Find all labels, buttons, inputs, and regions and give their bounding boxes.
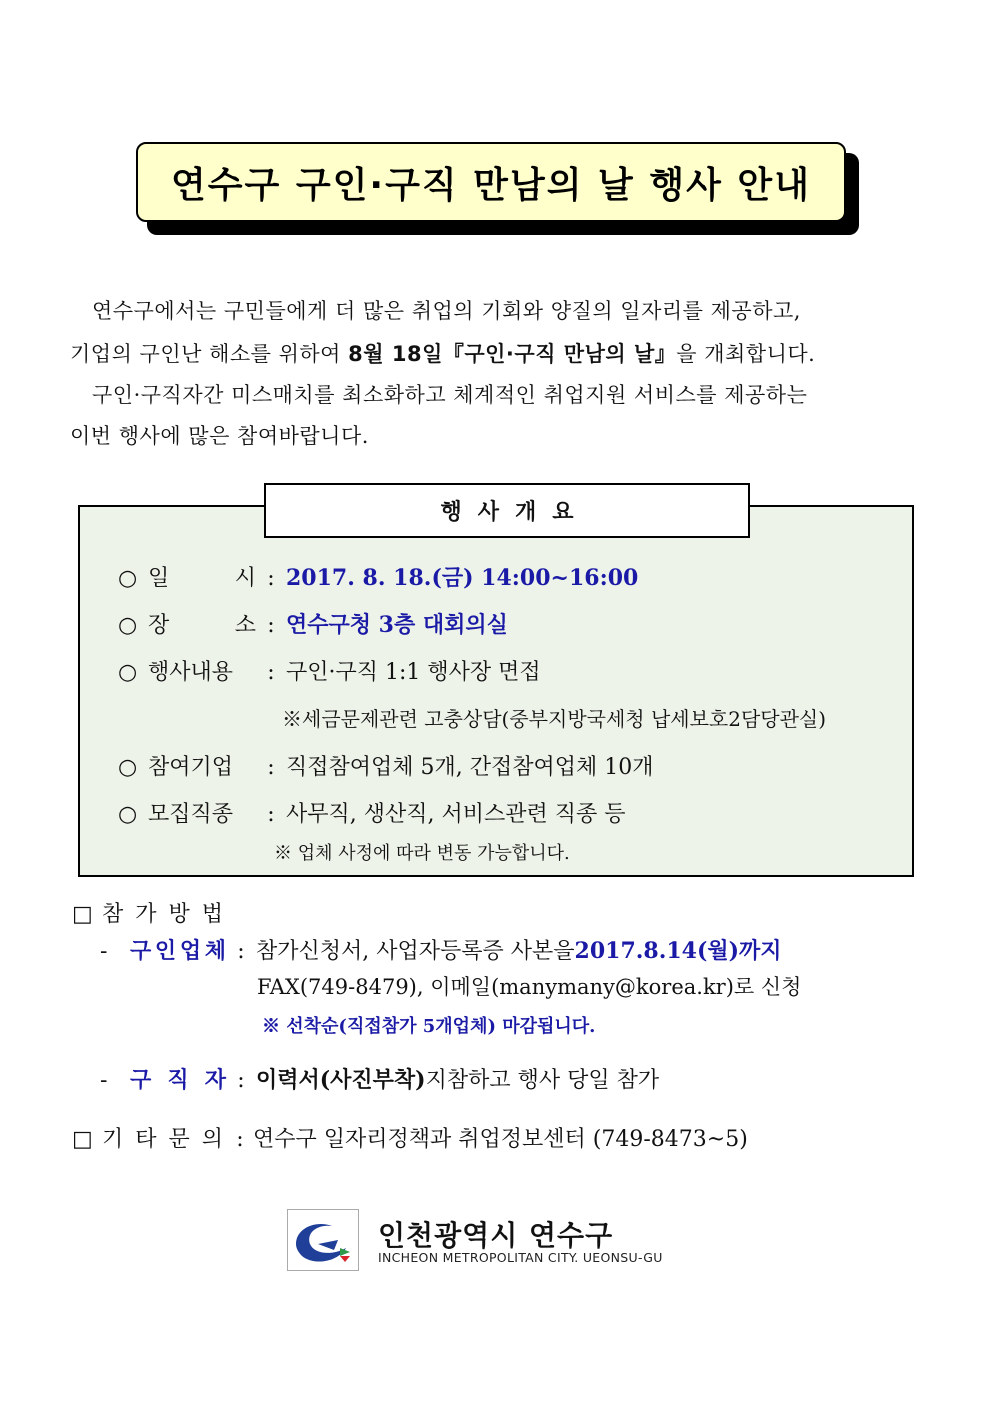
inquiry-heading: 기타문의	[102, 1127, 236, 1152]
overview-row-content	[118, 655, 541, 686]
city-emblem-icon	[287, 1209, 359, 1271]
intro-line-3: 구인·구직자간 미스매치를 최소화하고 체계적인 취업지원 서비스를 제공하는	[92, 383, 808, 407]
overview-row-companies	[118, 750, 654, 781]
jobs-note: ※ 업체 사정에 따라 변동 가능합니다.	[274, 843, 570, 864]
jobs-label: 모집직종	[148, 802, 234, 827]
content-label: 행사내용	[148, 660, 234, 685]
bullet: ○	[118, 660, 138, 685]
participation-heading: 참가방법	[102, 902, 236, 927]
seeker-required: 이력서(사진부착)	[256, 1067, 426, 1093]
employer-label: 구 인 업 체	[130, 938, 226, 964]
colon: :	[267, 566, 275, 591]
dash-mark: -	[100, 1068, 108, 1093]
page-title: 연수구 구인·구직 만남의 날 행사 안내	[171, 164, 811, 206]
companies-value: 직접참여업체 5개, 간접참여업체 10개	[286, 755, 654, 780]
overview-row-jobs	[118, 797, 626, 828]
date-label: 일 시	[148, 566, 256, 591]
bullet: ○	[118, 755, 138, 780]
intro-line-2-post: 을 개최합니다.	[676, 342, 816, 366]
checkbox-square-icon: □	[72, 1127, 93, 1152]
companies-label: 참여기업	[148, 755, 234, 780]
colon: :	[267, 660, 275, 685]
intro-line-2	[70, 338, 930, 368]
logo-subtitle: INCHEON METROPOLITAN CITY. UEONSU-GU	[378, 1250, 663, 1265]
seeker-text: 지참하고 행사 당일 참가	[425, 1068, 660, 1093]
dash-mark: -	[100, 939, 108, 964]
place-value: 연수구청 3층 대회의실	[286, 612, 508, 638]
content-sub-note: ※세금문제관련 고충상담(중부지방국세청 납세보호2담당관실)	[282, 707, 827, 731]
seeker-row	[100, 1063, 659, 1094]
checkbox-square-icon: □	[72, 902, 93, 927]
colon: :	[236, 1127, 244, 1152]
colon: :	[267, 613, 275, 638]
intro-line-2-pre: 기업의 구인난 해소를 위하여	[70, 342, 349, 366]
title-box	[136, 142, 846, 222]
colon: :	[237, 939, 245, 964]
overview-heading: 행사개요	[440, 500, 590, 525]
employer-deadline: 2017.8.14(월)까지	[574, 938, 782, 964]
intro-line-1: 연수구에서는 구민들에게 더 많은 취업의 기회와 양질의 일자리를 제공하고,	[92, 299, 801, 323]
overview-heading-box	[264, 483, 750, 538]
bullet: ○	[118, 613, 138, 638]
participation-heading-row	[72, 897, 235, 928]
content-value: 구인·구직 1:1 행사장 면접	[286, 660, 541, 685]
employer-note: ※ 선착순(직접참가 5개업체) 마감됩니다.	[262, 1016, 596, 1037]
colon: :	[267, 755, 275, 780]
overview-row-place	[118, 608, 508, 639]
date-value: 2017. 8. 18.(금) 14:00~16:00	[286, 565, 639, 591]
bullet: ○	[118, 802, 138, 827]
colon: :	[237, 1068, 245, 1093]
employer-text: 참가신청서, 사업자등록증 사본을	[256, 939, 575, 964]
place-label: 장 소	[148, 613, 256, 638]
employer-line-2: FAX(749-8479), 이메일(manymany@korea.kr)로 신청	[257, 975, 802, 999]
jobs-value: 사무직, 생산직, 서비스관련 직종 등	[286, 802, 626, 827]
overview-row-date	[118, 561, 638, 592]
logo-name: 인천광역시 연수구	[378, 1219, 614, 1252]
bullet: ○	[118, 566, 138, 591]
employer-row	[100, 934, 782, 965]
intro-line-4: 이번 행사에 많은 참여바랍니다.	[70, 424, 369, 448]
seeker-label: 구 직 자	[130, 1067, 226, 1093]
colon: :	[267, 802, 275, 827]
inquiry-value: 연수구 일자리정책과 취업정보센터 (749-8473~5)	[253, 1127, 748, 1152]
inquiry-row	[72, 1122, 748, 1153]
intro-event-name: 8월 18일『구인·구직 만남의 날』	[348, 342, 677, 366]
